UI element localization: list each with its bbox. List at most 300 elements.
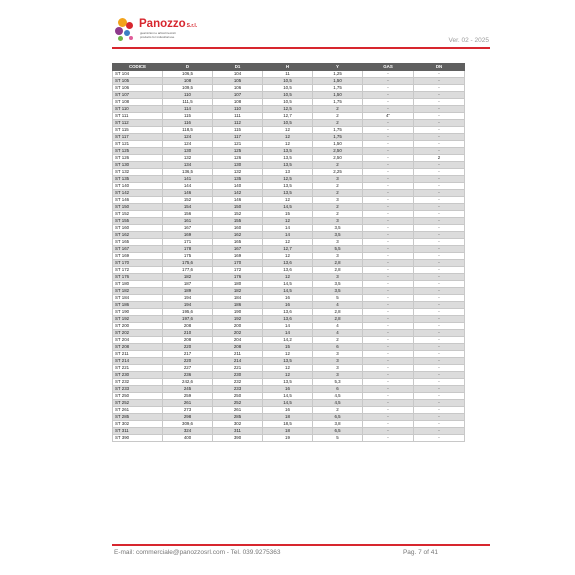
table-cell: 10,5	[263, 78, 313, 85]
table-cell: 208	[163, 337, 213, 344]
table-cell: 6	[313, 386, 363, 393]
table-cell: 116	[163, 120, 213, 127]
table-cell: -	[363, 386, 414, 393]
footer-divider	[112, 544, 490, 546]
table-cell: -	[363, 183, 414, 190]
table-row	[113, 316, 465, 323]
table-cell: -	[414, 288, 465, 295]
table-cell: 3	[313, 365, 363, 372]
table-cell: 190	[213, 309, 263, 316]
table-cell: -	[363, 211, 414, 218]
table-row	[113, 71, 465, 78]
table-cell: -	[414, 414, 465, 421]
table-cell: 227	[163, 365, 213, 372]
table-cell: -	[363, 162, 414, 169]
table-cell: -	[414, 337, 465, 344]
table-cell: -	[414, 127, 465, 134]
table-cell: -	[363, 435, 414, 442]
table-row	[113, 169, 465, 176]
table-cell: 16	[263, 295, 313, 302]
table-cell: -	[363, 365, 414, 372]
table-row	[113, 113, 465, 120]
table-cell: 14	[263, 323, 313, 330]
table-cell: 132	[163, 155, 213, 162]
table-cell: 208	[163, 323, 213, 330]
table-cell: 135	[213, 176, 263, 183]
table-header-row	[113, 64, 465, 71]
table-row	[113, 330, 465, 337]
table-row	[113, 302, 465, 309]
table-cell: -	[414, 78, 465, 85]
table-cell: -	[363, 120, 414, 127]
table-row	[113, 106, 465, 113]
table-cell: 152	[213, 211, 263, 218]
product-code-cell: ST 233	[113, 386, 163, 393]
product-code-cell: ST 115	[113, 127, 163, 134]
table-cell: -	[414, 323, 465, 330]
product-code-cell: ST 200	[113, 323, 163, 330]
table-cell: 130	[163, 148, 213, 155]
table-cell: -	[414, 239, 465, 246]
table-cell: 2	[414, 155, 465, 162]
table-cell: -	[414, 225, 465, 232]
table-cell: -	[414, 92, 465, 99]
table-cell: 12	[263, 197, 313, 204]
product-code-cell: ST 285	[113, 414, 163, 421]
product-table	[112, 63, 465, 442]
table-cell: 12	[263, 365, 313, 372]
table-cell: -	[363, 169, 414, 176]
table-cell: 15	[263, 211, 313, 218]
product-code-cell: ST 190	[113, 309, 163, 316]
table-cell: 13,6	[263, 267, 313, 274]
table-cell: -	[414, 344, 465, 351]
table-cell: 111,5	[163, 99, 213, 106]
table-cell: 232	[213, 379, 263, 386]
table-cell: 2	[313, 183, 363, 190]
table-cell: 1,75	[313, 134, 363, 141]
table-cell: 197,6	[163, 316, 213, 323]
table-cell: -	[414, 428, 465, 435]
table-row	[113, 274, 465, 281]
table-cell: -	[363, 239, 414, 246]
table-cell: 142	[213, 190, 263, 197]
table-cell: 12	[263, 134, 313, 141]
table-cell: -	[363, 155, 414, 162]
table-row	[113, 78, 465, 85]
table-cell: 14,5	[263, 281, 313, 288]
table-row	[113, 155, 465, 162]
table-cell: 273	[163, 407, 213, 414]
table-row	[113, 218, 465, 225]
product-code-cell: ST 110	[113, 106, 163, 113]
table-cell: 16	[263, 407, 313, 414]
table-cell: 124	[163, 141, 213, 148]
table-row	[113, 85, 465, 92]
table-cell: 14,5	[263, 204, 313, 211]
table-cell: 187	[163, 281, 213, 288]
table-cell: 3	[313, 218, 363, 225]
table-cell: 12	[263, 239, 313, 246]
table-cell: 1,75	[313, 99, 363, 106]
logo-dots-icon	[112, 16, 140, 46]
table-cell: 3	[313, 239, 363, 246]
table-row	[113, 414, 465, 421]
table-cell: 14	[263, 232, 313, 239]
product-code-cell: ST 125	[113, 148, 163, 155]
table-cell: -	[414, 85, 465, 92]
table-cell: 2	[313, 162, 363, 169]
table-cell: 125	[213, 148, 263, 155]
table-cell: 4	[313, 330, 363, 337]
table-cell: 144	[163, 183, 213, 190]
table-cell: 186	[213, 302, 263, 309]
table-cell: 12,7	[263, 113, 313, 120]
product-code-cell: ST 202	[113, 330, 163, 337]
table-cell: 10,5	[263, 120, 313, 127]
table-cell: 155	[213, 218, 263, 225]
product-code-cell: ST 106	[113, 85, 163, 92]
product-code-cell: ST 311	[113, 428, 163, 435]
table-cell: 178	[163, 246, 213, 253]
product-code-cell: ST 182	[113, 288, 163, 295]
table-cell: 195,6	[163, 309, 213, 316]
table-cell: 14,5	[263, 288, 313, 295]
table-cell: 106	[213, 85, 263, 92]
table-cell: 18	[263, 428, 313, 435]
table-cell: 121	[213, 141, 263, 148]
table-cell: 11	[263, 71, 313, 78]
product-code-cell: ST 172	[113, 267, 163, 274]
table-cell: 2,50	[313, 148, 363, 155]
table-cell: -	[363, 323, 414, 330]
table-cell: 200	[213, 323, 263, 330]
table-row	[113, 211, 465, 218]
table-cell: -	[414, 393, 465, 400]
table-cell: 12	[263, 372, 313, 379]
table-cell: -	[363, 309, 414, 316]
product-code-cell: ST 186	[113, 302, 163, 309]
table-row	[113, 148, 465, 155]
table-cell: 167	[163, 225, 213, 232]
table-cell: 105	[213, 78, 263, 85]
table-cell: -	[414, 309, 465, 316]
product-code-cell: ST 214	[113, 358, 163, 365]
product-code-cell: ST 105	[113, 78, 163, 85]
table-cell: 171	[163, 239, 213, 246]
table-cell: 180	[213, 281, 263, 288]
table-cell: 230	[213, 372, 263, 379]
table-cell: 115	[163, 113, 213, 120]
table-cell: -	[363, 78, 414, 85]
table-cell: 4	[313, 323, 363, 330]
table-row	[113, 260, 465, 267]
table-cell: 4	[313, 302, 363, 309]
table-cell: 126	[213, 155, 263, 162]
logo-wordmark: PanozzoS.r.l.	[139, 18, 198, 30]
table-cell: -	[414, 407, 465, 414]
product-code-cell: ST 130	[113, 162, 163, 169]
table-cell: 18,5	[263, 421, 313, 428]
table-cell: 217	[163, 351, 213, 358]
table-cell: -	[363, 351, 414, 358]
table-cell: 220	[163, 344, 213, 351]
table-cell: 189	[163, 288, 213, 295]
table-row	[113, 323, 465, 330]
table-cell: 13,5	[263, 190, 313, 197]
table-cell: 2	[313, 113, 363, 120]
table-row	[113, 379, 465, 386]
page-number: Pag. 7 of 41	[402, 549, 438, 556]
product-code-cell: ST 152	[113, 211, 163, 218]
table-cell: 146	[213, 197, 263, 204]
table-cell: 2,50	[313, 155, 363, 162]
table-cell: 400	[163, 435, 213, 442]
table-cell: 261	[163, 400, 213, 407]
table-cell: 169	[163, 232, 213, 239]
product-code-cell: ST 192	[113, 316, 163, 323]
product-code-cell: ST 261	[113, 407, 163, 414]
table-cell: 136,5	[163, 169, 213, 176]
table-cell: 221	[213, 365, 263, 372]
table-cell: 4,5	[313, 393, 363, 400]
table-cell: -	[363, 99, 414, 106]
table-cell: 13	[263, 169, 313, 176]
table-row	[113, 176, 465, 183]
table-cell: 110	[213, 106, 263, 113]
table-cell: -	[363, 141, 414, 148]
table-cell: 6,5	[313, 428, 363, 435]
table-cell: 214	[213, 358, 263, 365]
table-row	[113, 197, 465, 204]
table-cell: 132	[213, 169, 263, 176]
table-cell: 12,7	[263, 246, 313, 253]
footer-contact: E-mail: commerciale@panozzosrl.com - Tel. 039.9275363	[114, 549, 281, 556]
table-cell: 236	[163, 372, 213, 379]
table-cell: 124	[163, 134, 213, 141]
table-cell: 1,50	[313, 141, 363, 148]
table-cell: 202	[213, 330, 263, 337]
table-cell: -	[363, 106, 414, 113]
table-cell: -	[363, 288, 414, 295]
table-cell: 141	[163, 176, 213, 183]
table-cell: 169	[213, 253, 263, 260]
table-cell: -	[363, 232, 414, 239]
table-row	[113, 281, 465, 288]
table-cell: -	[414, 435, 465, 442]
product-code-cell: ST 252	[113, 400, 163, 407]
table-row	[113, 344, 465, 351]
table-cell: 1,75	[313, 85, 363, 92]
product-code-cell: ST 121	[113, 141, 163, 148]
table-cell: 16	[263, 302, 313, 309]
table-cell: 5,3	[313, 379, 363, 386]
table-cell: 1,75	[313, 127, 363, 134]
table-cell: 302	[213, 421, 263, 428]
table-cell: 10,5	[263, 99, 313, 106]
table-row	[113, 365, 465, 372]
table-cell: 2	[313, 190, 363, 197]
table-cell: 112	[213, 120, 263, 127]
table-row	[113, 372, 465, 379]
table-cell: 3	[313, 351, 363, 358]
table-cell: 13,5	[263, 358, 313, 365]
table-cell: 146	[163, 190, 213, 197]
table-cell: 2	[313, 407, 363, 414]
product-code-cell: ST 160	[113, 225, 163, 232]
table-cell: 156	[163, 211, 213, 218]
table-cell: 152	[163, 197, 213, 204]
column-header: Y	[313, 64, 363, 71]
table-cell: -	[363, 372, 414, 379]
table-cell: 12,5	[263, 176, 313, 183]
table-cell: 2,25	[313, 169, 363, 176]
product-code-cell: ST 180	[113, 281, 163, 288]
table-cell: -	[363, 134, 414, 141]
table-cell: -	[363, 225, 414, 232]
table-cell: 245	[163, 386, 213, 393]
table-cell: 3	[313, 274, 363, 281]
table-cell: -	[414, 183, 465, 190]
table-cell: -	[414, 106, 465, 113]
table-cell: -	[414, 218, 465, 225]
table-cell: 150	[213, 204, 263, 211]
table-cell: -	[414, 232, 465, 239]
table-cell: 311	[213, 428, 263, 435]
table-cell: 3,5	[313, 281, 363, 288]
product-code-cell: ST 169	[113, 253, 163, 260]
column-header: D1	[213, 64, 263, 71]
product-code-cell: ST 167	[113, 246, 163, 253]
table-cell: 298	[163, 414, 213, 421]
table-cell: -	[363, 260, 414, 267]
company-logo	[112, 16, 198, 46]
table-cell: -	[363, 421, 414, 428]
table-cell: -	[363, 204, 414, 211]
table-cell: -	[414, 421, 465, 428]
table-cell: 14,5	[263, 400, 313, 407]
table-row	[113, 232, 465, 239]
table-cell: 208	[213, 344, 263, 351]
table-body	[113, 71, 465, 442]
table-cell: 1,50	[313, 92, 363, 99]
table-cell: -	[363, 253, 414, 260]
product-code-cell: ST 142	[113, 190, 163, 197]
table-cell: 170	[213, 260, 263, 267]
logo-tagline: guarnizioni e articoli tecnici products for industrial use	[140, 31, 176, 39]
table-cell: -	[414, 281, 465, 288]
table-cell: 165	[213, 239, 263, 246]
table-cell: 13,5	[263, 183, 313, 190]
table-cell: 118,5	[163, 127, 213, 134]
table-cell: -	[414, 141, 465, 148]
product-code-cell: ST 232	[113, 379, 163, 386]
column-header: GAS	[363, 64, 414, 71]
table-cell: -	[414, 211, 465, 218]
table-row	[113, 183, 465, 190]
table-row	[113, 92, 465, 99]
table-cell: 109,5	[163, 85, 213, 92]
table-cell: -	[414, 351, 465, 358]
product-code-cell: ST 211	[113, 351, 163, 358]
table-cell: -	[414, 169, 465, 176]
table-cell: 12	[263, 218, 313, 225]
product-code-cell: ST 162	[113, 232, 163, 239]
table-cell: -	[414, 267, 465, 274]
table-cell: 4,5	[313, 400, 363, 407]
table-cell: 106,5	[163, 71, 213, 78]
table-cell: 3	[313, 358, 363, 365]
table-cell: 134	[163, 162, 213, 169]
table-cell: 4"	[363, 113, 414, 120]
table-cell: 130	[213, 162, 263, 169]
table-cell: 13,6	[263, 316, 313, 323]
table-cell: 5	[313, 295, 363, 302]
table-cell: 184	[213, 295, 263, 302]
table-cell: -	[414, 365, 465, 372]
table-row	[113, 358, 465, 365]
table-cell: -	[414, 176, 465, 183]
table-cell: -	[363, 428, 414, 435]
product-code-cell: ST 170	[113, 260, 163, 267]
table-cell: 16	[263, 386, 313, 393]
table-cell: -	[414, 316, 465, 323]
table-cell: 167	[213, 246, 263, 253]
product-code-cell: ST 221	[113, 365, 163, 372]
table-cell: 390	[213, 435, 263, 442]
table-cell: -	[363, 330, 414, 337]
table-cell: -	[363, 127, 414, 134]
table-cell: 175	[163, 253, 213, 260]
table-row	[113, 351, 465, 358]
table-row	[113, 127, 465, 134]
table-row	[113, 309, 465, 316]
product-code-cell: ST 117	[113, 134, 163, 141]
table-cell: -	[414, 260, 465, 267]
table-cell: 14	[263, 225, 313, 232]
product-code-cell: ST 302	[113, 421, 163, 428]
table-cell: 13,6	[263, 309, 313, 316]
table-cell: -	[363, 267, 414, 274]
table-cell: -	[414, 358, 465, 365]
product-code-cell: ST 146	[113, 197, 163, 204]
product-code-cell: ST 126	[113, 155, 163, 162]
table-cell: -	[414, 386, 465, 393]
table-cell: -	[414, 379, 465, 386]
table-cell: 13,5	[263, 155, 313, 162]
table-cell: 12,5	[263, 106, 313, 113]
document-version: Ver. 02 - 2025	[448, 37, 489, 44]
table-cell: -	[414, 197, 465, 204]
header-divider	[112, 47, 490, 49]
table-cell: 3,5	[313, 225, 363, 232]
table-cell: 108	[163, 78, 213, 85]
table-cell: 5	[313, 435, 363, 442]
product-code-cell: ST 165	[113, 239, 163, 246]
column-header: D	[163, 64, 213, 71]
product-code-cell: ST 176	[113, 274, 163, 281]
table-cell: 2	[313, 120, 363, 127]
table-cell: -	[414, 204, 465, 211]
table-cell: 194	[163, 302, 213, 309]
table-cell: 1,25	[313, 71, 363, 78]
table-cell: 6	[313, 344, 363, 351]
table-cell: 2	[313, 106, 363, 113]
product-code-cell: ST 132	[113, 169, 163, 176]
table-row	[113, 393, 465, 400]
product-code-cell: ST 112	[113, 120, 163, 127]
table-cell: -	[414, 134, 465, 141]
